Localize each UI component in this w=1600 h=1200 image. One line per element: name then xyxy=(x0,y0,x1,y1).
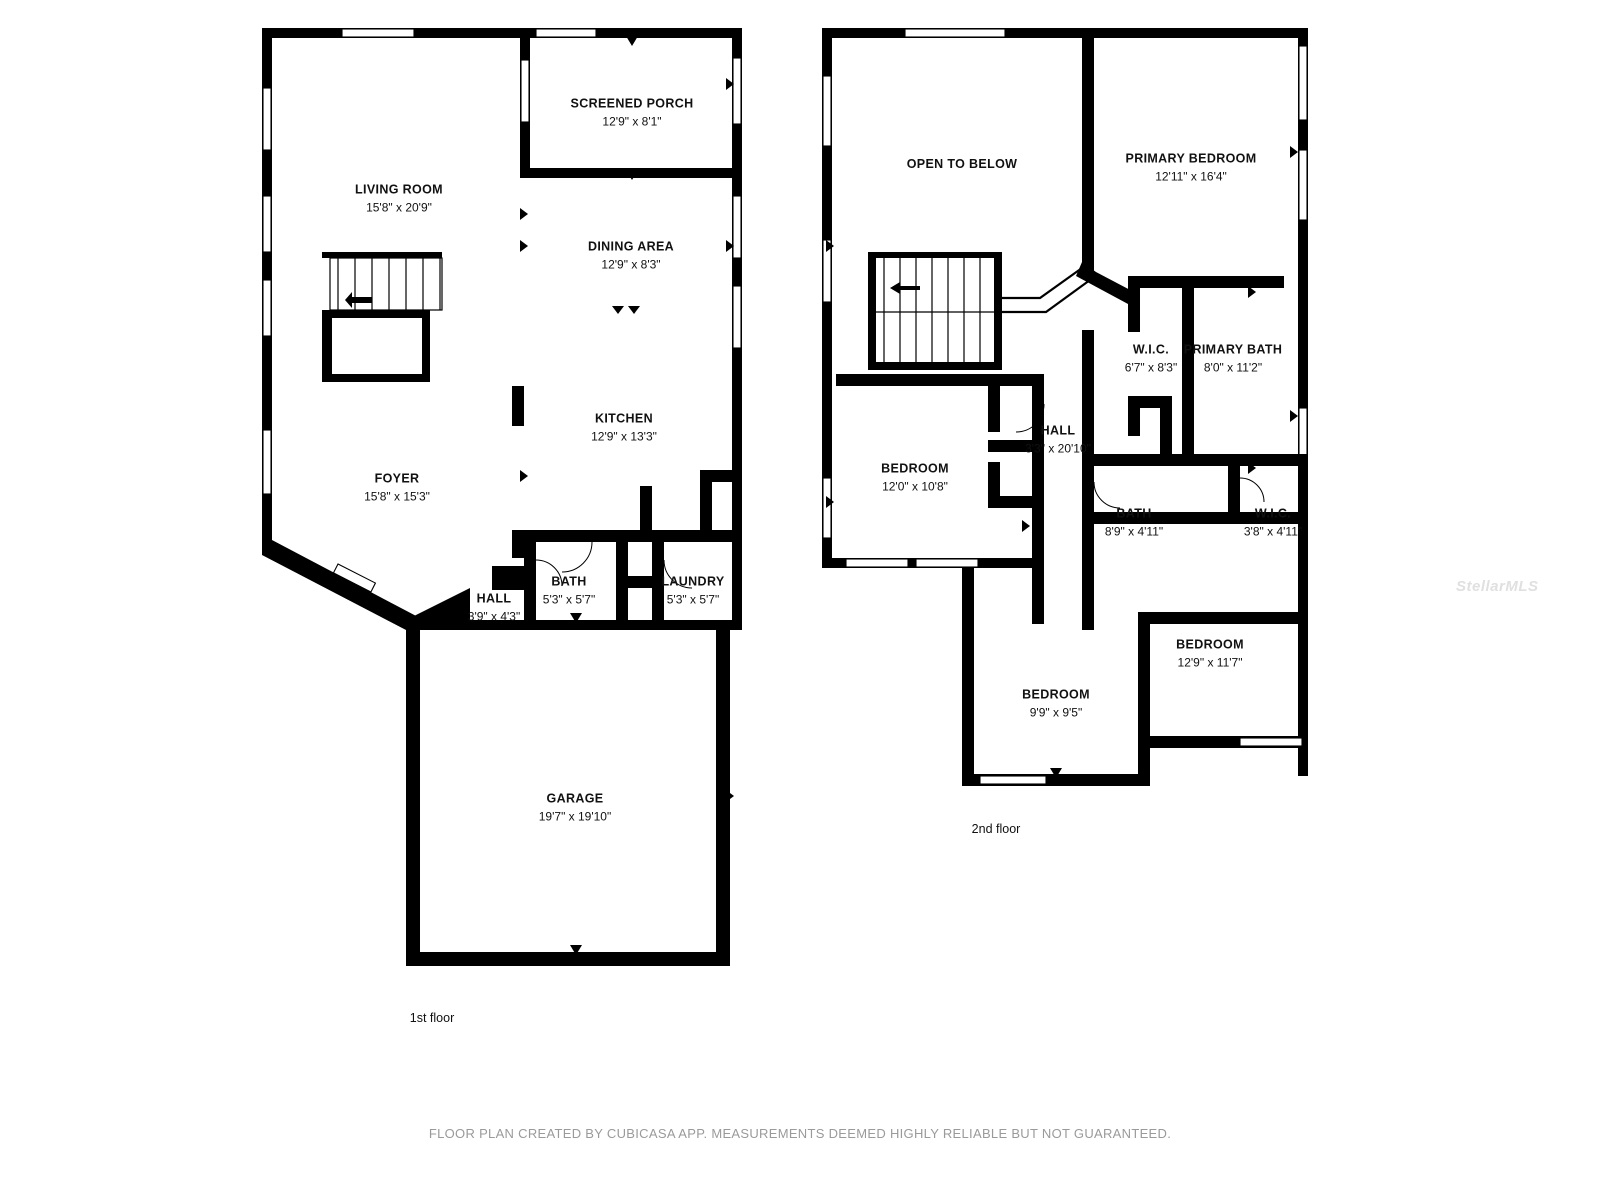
room-name: HALL xyxy=(1040,423,1076,438)
room-name: HALL xyxy=(476,591,512,606)
room-name: W.I.C. xyxy=(1254,506,1292,521)
room-dimensions: 8'9" x 4'11" xyxy=(1104,524,1164,539)
room-dimensions: 8'0" x 11'2" xyxy=(1203,360,1263,375)
room-dimensions: 12'11" x 16'4" xyxy=(1155,169,1227,184)
stairs-second-floor xyxy=(868,252,1090,370)
room-name: LAUNDRY xyxy=(661,574,725,589)
stairs-first-floor xyxy=(322,252,442,382)
caption-first-floor: 1st floor xyxy=(409,1011,455,1025)
room-dimensions: 5'3" x 5'7" xyxy=(542,592,596,607)
room-name: GARAGE xyxy=(546,791,604,806)
caption-second-floor: 2nd floor xyxy=(971,822,1021,836)
room-dimensions: 15'8" x 15'3" xyxy=(364,489,430,504)
room-dimensions: 9'9" x 9'5" xyxy=(1029,705,1083,720)
room-name: PRIMARY BATH xyxy=(1183,342,1283,357)
room-name: BATH xyxy=(1116,506,1152,521)
room-name: BEDROOM xyxy=(1022,687,1090,702)
room-dimensions: 3'8" x 4'11" xyxy=(1243,524,1303,539)
room-dimensions: 12'9" x 8'1" xyxy=(602,114,662,129)
room-name: PRIMARY BEDROOM xyxy=(1125,151,1257,166)
footer-disclaimer: FLOOR PLAN CREATED BY CUBICASA APP. MEASUREMENTS DEEMED HIGHLY RELIABLE BUT NOT GUARANTEED. xyxy=(428,1126,1172,1141)
room-dimensions: 3'3" x 20'10" xyxy=(1025,441,1091,456)
room-name: KITCHEN xyxy=(594,411,653,426)
room-name: LIVING ROOM xyxy=(355,182,443,197)
second-floor-geometry xyxy=(822,28,1308,786)
room-dimensions: 12'9" x 11'7" xyxy=(1177,655,1243,670)
room-name: OPEN TO BELOW xyxy=(906,157,1018,172)
room-dimensions: 12'0" x 10'8" xyxy=(882,479,948,494)
room-name: FOYER xyxy=(374,471,420,486)
room-name: BEDROOM xyxy=(1176,637,1244,652)
room-dimensions: 3'9" x 4'3" xyxy=(467,609,521,624)
room-name: BATH xyxy=(551,574,587,589)
watermark-stellarmls: StellarMLS xyxy=(1456,578,1539,595)
room-dimensions: 5'3" x 5'7" xyxy=(666,592,720,607)
room-dimensions: 12'9" x 8'3" xyxy=(601,257,661,272)
room-name: BEDROOM xyxy=(881,461,949,476)
room-dimensions: 15'8" x 20'9" xyxy=(366,200,432,215)
room-dimensions: 6'7" x 8'3" xyxy=(1124,360,1178,375)
room-dimensions: 19'7" x 19'10" xyxy=(538,809,612,824)
room-name: W.I.C. xyxy=(1132,342,1170,357)
room-dimensions: 12'9" x 13'3" xyxy=(591,429,657,444)
room-name: SCREENED PORCH xyxy=(570,96,694,111)
first-floor-geometry xyxy=(262,28,742,966)
room-name: DINING AREA xyxy=(587,239,675,254)
